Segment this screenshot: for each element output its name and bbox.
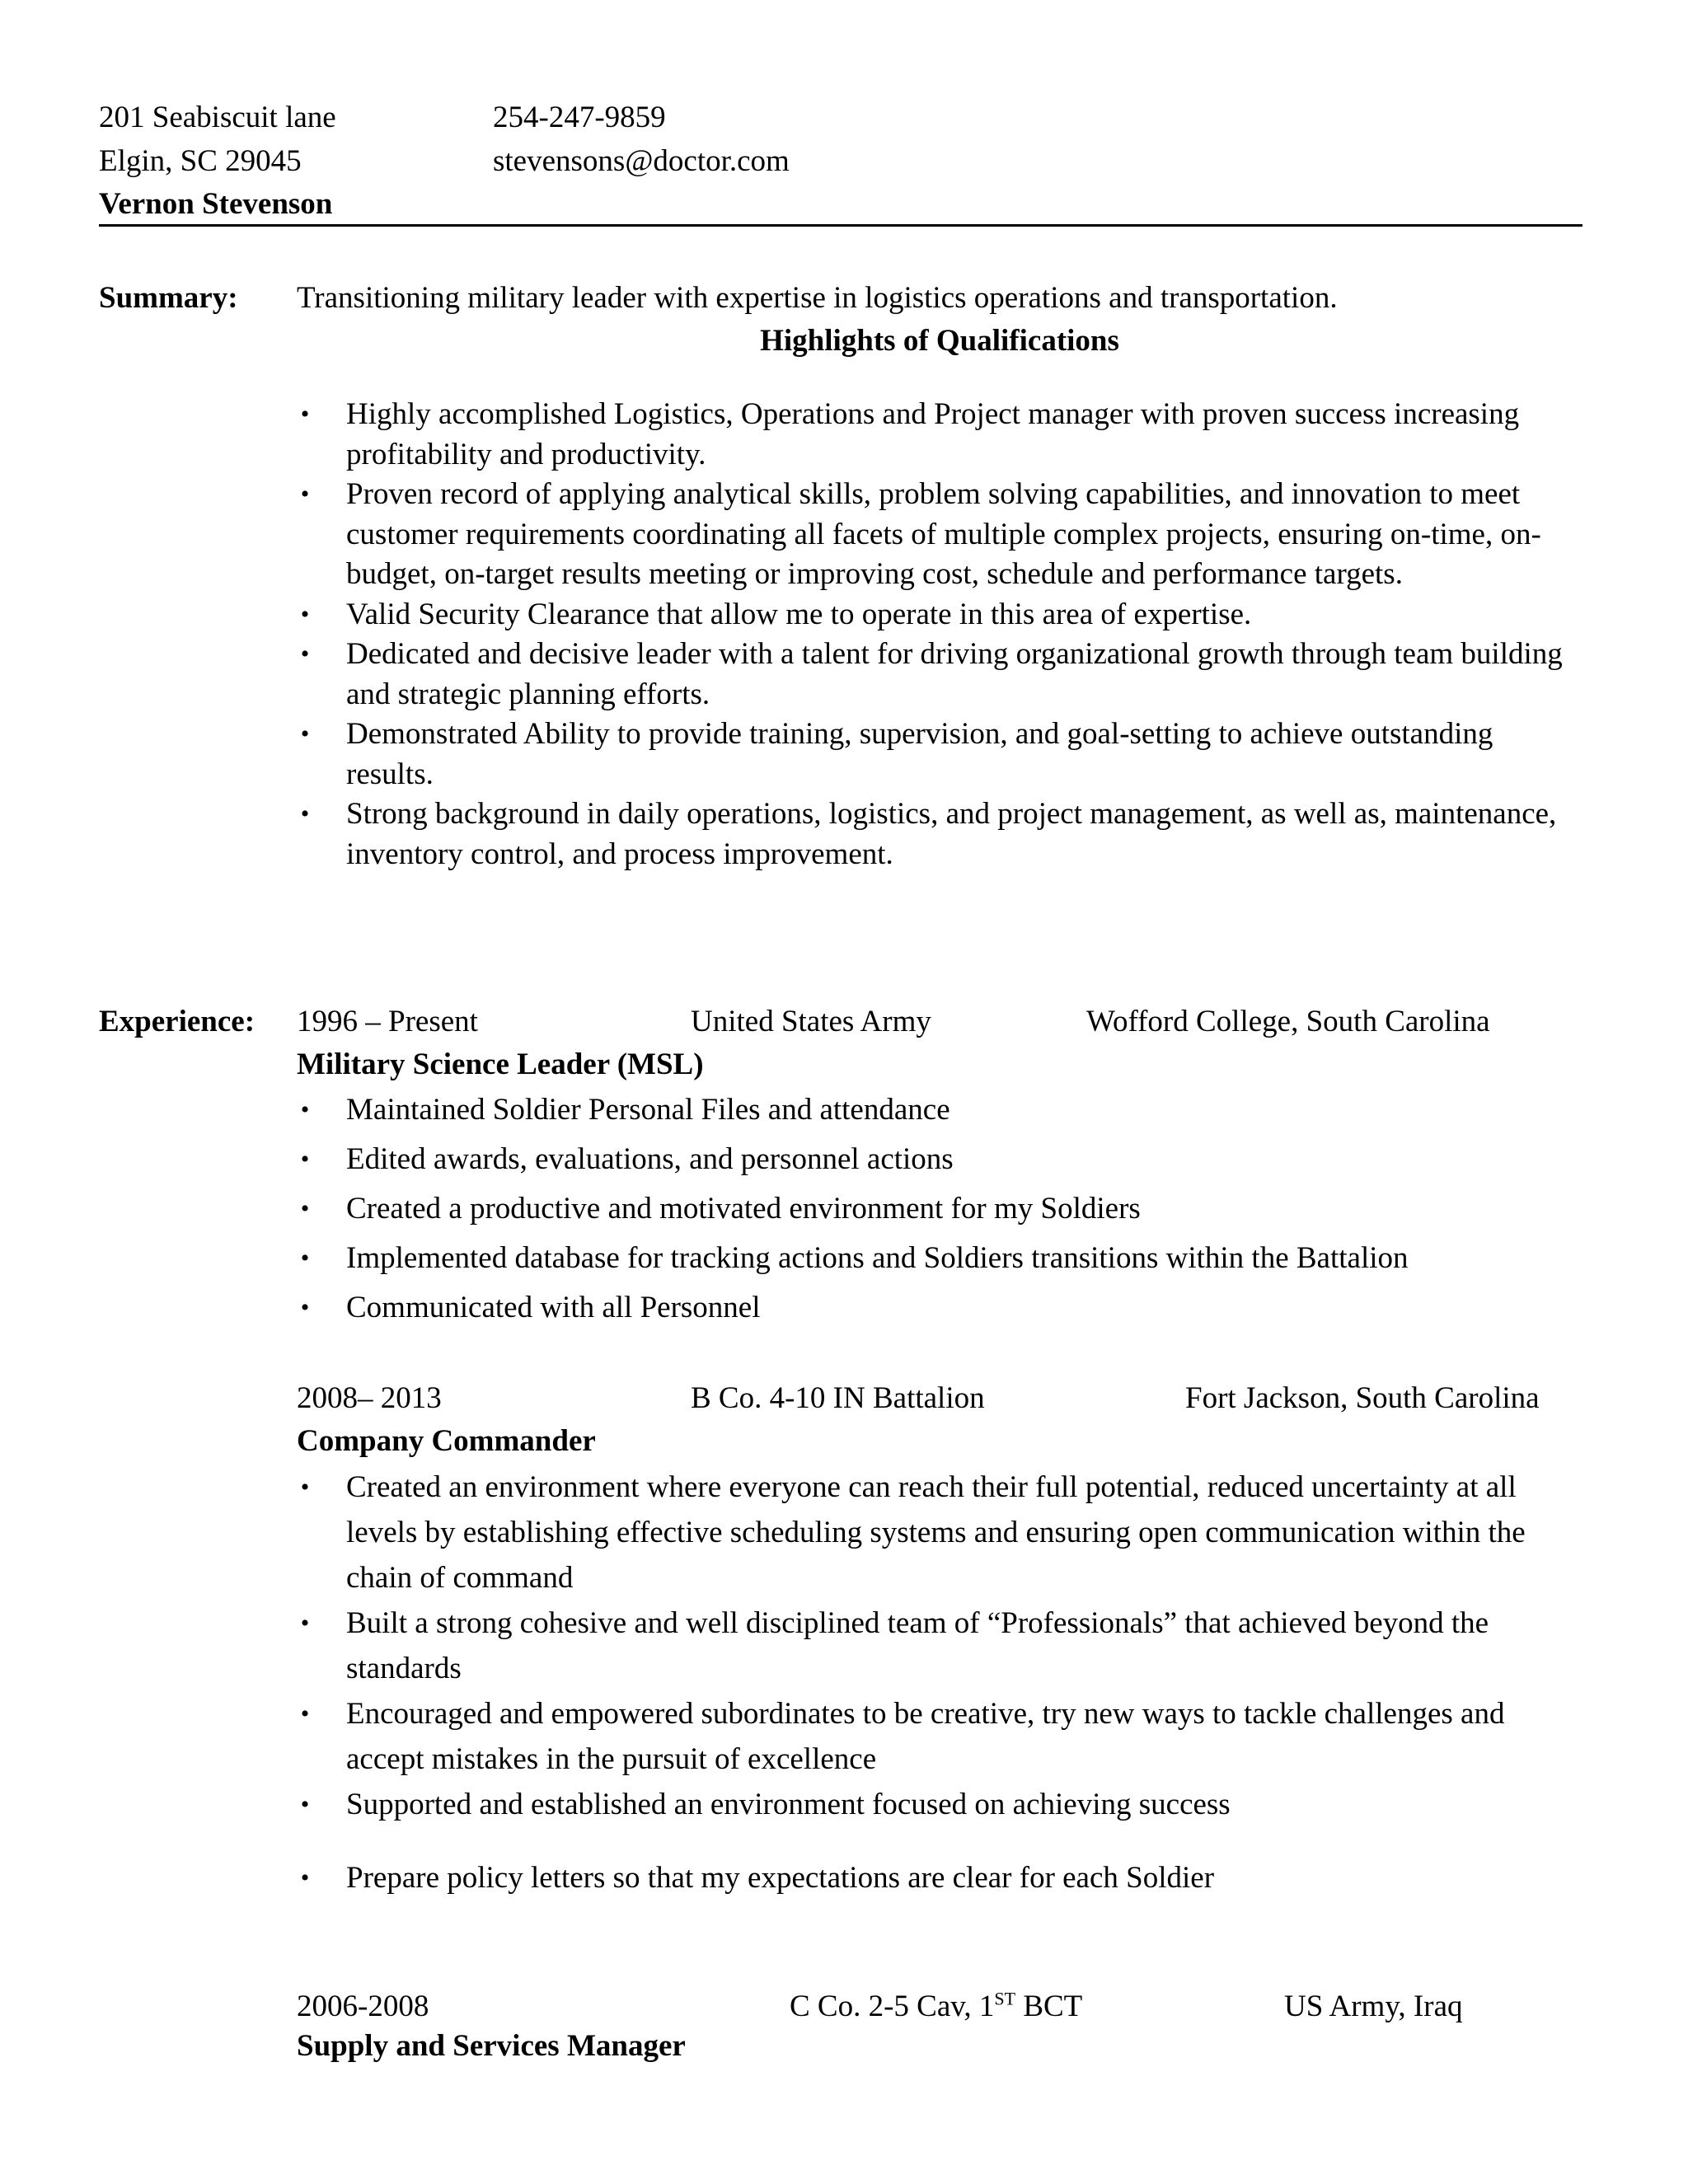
bullet-icon: • [300,1864,310,1891]
list-item: • Edited awards, evaluations, and personnel actions [297,1139,1582,1180]
list-item: • Implemented database for tracking actions and Soldiers transitions within the Battalion [297,1238,1582,1279]
bullet-icon: • [300,1244,310,1272]
job-location: Fort Jackson, South Carolina [1185,1381,1540,1415]
highlights-list [297,395,1582,874]
bullet-icon: • [300,720,310,748]
bullet-icon: • [300,480,310,508]
job-org: B Co. 4-10 IN Battalion [691,1381,985,1415]
contact-street: 201 Seabiscuit lane [99,101,336,134]
contact-email: stevensons@doctor.com [493,144,790,178]
list-item: • Supported and established an environment focused on achieving success [297,1782,1582,1827]
list-item: • Dedicated and decisive leader with a talent for driving organizational growth through team building and strategic planning efforts. [297,635,1582,715]
bullet-icon: • [300,1791,310,1818]
bullet-icon: • [300,1195,310,1222]
job-title: Supply and Services Manager [297,2029,686,2063]
job-dates: 2008– 2013 [297,1381,442,1415]
job-org: United States Army [691,1005,931,1038]
bullet-icon: • [300,1294,310,1321]
list-item: • Strong background in daily operations, logistics, and project management, as well as, maintenance, inventory control, and process improvement. [297,794,1582,874]
list-item: • Created a productive and motivated environment for my Soldiers [297,1188,1582,1230]
list-item: • Demonstrated Ability to provide training, supervision, and goal-setting to achieve outstanding results. [297,715,1582,794]
bullet-icon: • [300,600,310,628]
job-location: Wofford College, South Carolina [1086,1005,1490,1038]
job-org: C Co. 2-5 Cav, 1ST BCT [790,1988,1083,2023]
contact-name: Vernon Stevenson [99,187,333,221]
bullet-icon: • [300,800,310,827]
bullet-icon: • [300,1700,310,1727]
job-title: Military Science Leader (MSL) [297,1047,704,1081]
list-item: • Encouraged and empowered subordinates to be creative, try new ways to tackle challenges and accept mistakes in the pursuit of excellence [297,1691,1582,1782]
summary-text: Transitioning military leader with expertise in logistics operations and transportation. [297,281,1338,315]
list-item: • Prepare policy letters so that my expectations are clear for each Soldier [297,1855,1582,1900]
job-title: Company Commander [297,1424,596,1458]
list-item: • Maintained Soldier Personal Files and attendance [297,1090,1582,1131]
bullet-icon: • [300,1146,310,1173]
list-item: • Proven record of applying analytical skills, problem solving capabilities, and innovation to meet customer requirements coordinating all facets of multiple complex projects, ensuring on-time, on-budget, on-target results meeting or improving cost, schedule and performance targets. [297,475,1582,595]
bullet-icon: • [300,1474,310,1501]
job-location: US Army, Iraq [1284,1990,1463,2023]
list-item: • Highly accomplished Logistics, Operations and Project manager with proven success increasing profitability and productivity. [297,395,1582,475]
highlights-title: Highlights of Qualifications [760,324,1119,358]
summary-label: Summary: [99,281,238,315]
contact-city: Elgin, SC 29045 [99,144,302,178]
list-item: • Communicated with all Personnel [297,1287,1582,1329]
bullet-icon: • [300,401,310,428]
bullet-icon: • [300,1610,310,1637]
list-item: • Valid Security Clearance that allow me to operate in this area of expertise. [297,595,1582,635]
job-bullets [297,1465,1582,1900]
bullet-icon: • [300,1096,310,1123]
bullet-icon: • [300,640,310,668]
job-dates: 2006-2008 [297,1990,429,2023]
contact-phone: 254-247-9859 [493,101,666,134]
header-divider [99,224,1582,227]
job-bullets [297,1090,1582,1337]
job-dates: 1996 – Present [297,1005,478,1038]
list-item: • Created an environment where everyone can reach their full potential, reduced uncertainty at all levels by establishing effective scheduling systems and ensuring open communication within the chain of command [297,1465,1582,1601]
list-item: • Built a strong cohesive and well disciplined team of “Professionals” that achieved beyond the standards [297,1601,1582,1691]
experience-label: Experience: [99,1005,256,1038]
